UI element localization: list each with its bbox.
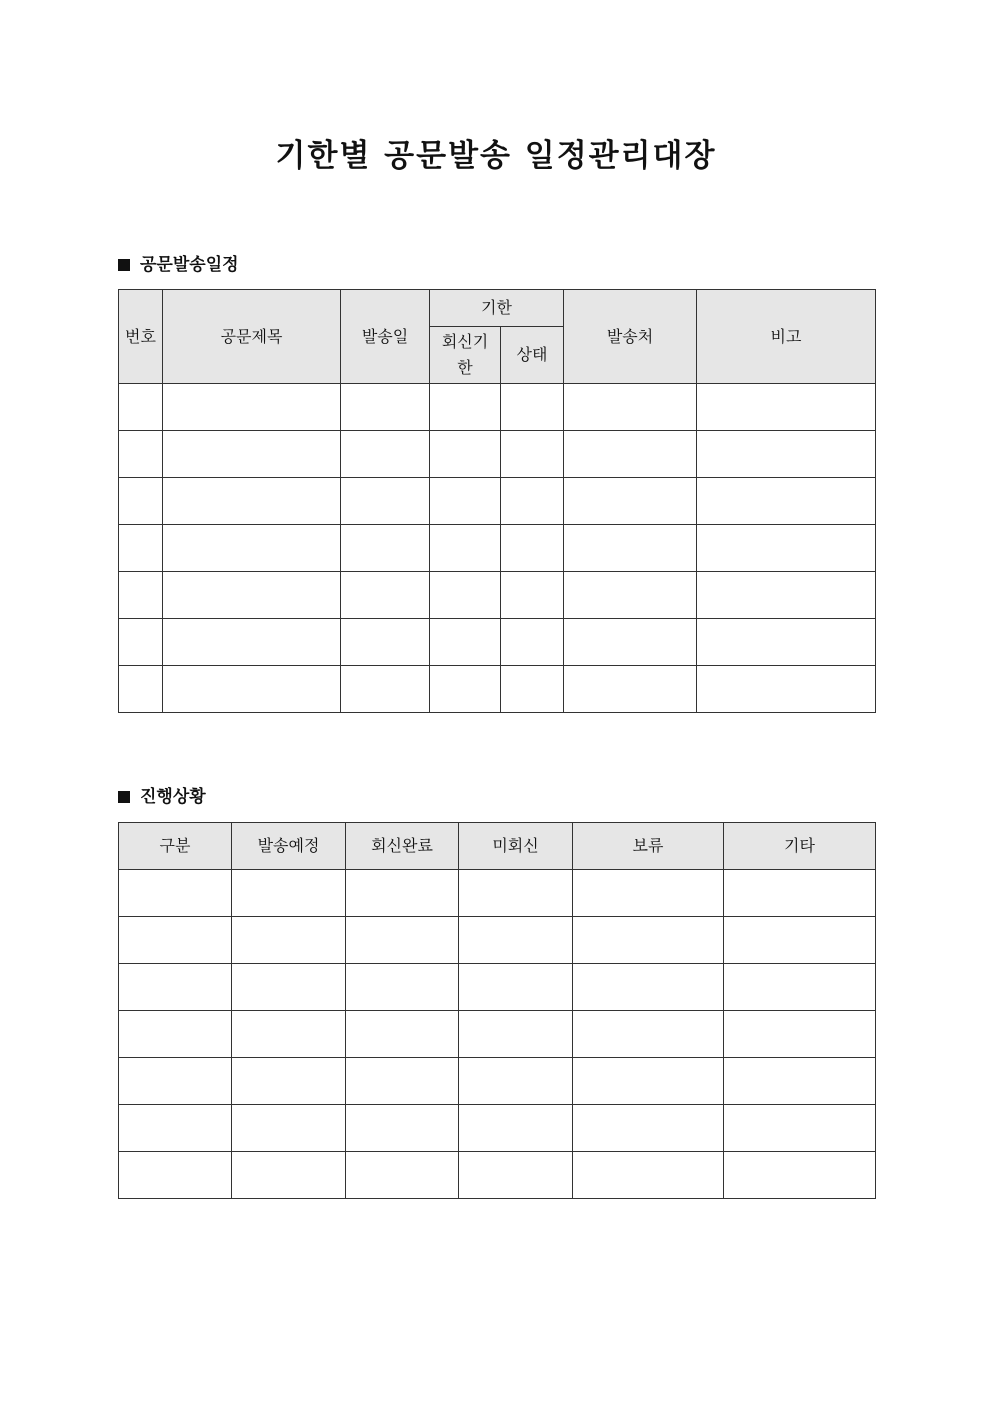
table-cell[interactable] [697,525,876,572]
table-row [119,666,876,713]
table-cell[interactable] [232,870,346,917]
table-cell[interactable] [724,1011,876,1058]
table-row [119,1152,876,1199]
table-cell[interactable] [232,1058,346,1105]
table-cell[interactable] [573,1011,724,1058]
schedule-table-body [119,384,876,713]
table-row [119,1011,876,1058]
table-cell[interactable] [459,1058,573,1105]
square-bullet-icon [118,259,130,271]
table-cell[interactable] [430,619,501,666]
schedule-table [118,289,876,713]
table-row [119,572,876,619]
table-cell[interactable] [119,1152,232,1199]
table-cell[interactable] [341,525,430,572]
table-row [119,870,876,917]
table-cell[interactable] [430,384,501,431]
table-cell[interactable] [119,619,163,666]
table-cell[interactable] [163,478,341,525]
table-cell[interactable] [697,478,876,525]
table-row [119,1058,876,1105]
table-cell[interactable] [501,572,564,619]
table-cell[interactable] [724,870,876,917]
table-cell[interactable] [573,870,724,917]
progress-section-title: 진행상황 [140,787,206,807]
table-cell[interactable] [459,1105,573,1152]
table-cell[interactable] [346,1011,459,1058]
table-row [119,1105,876,1152]
table-cell[interactable] [724,964,876,1011]
progress-header-cell: 회신완료 [346,823,459,870]
table-cell[interactable] [119,1058,232,1105]
table-cell[interactable] [564,431,697,478]
table-cell[interactable] [119,1011,232,1058]
table-cell[interactable] [341,572,430,619]
table-row [119,619,876,666]
table-cell[interactable] [724,1152,876,1199]
progress-header-row [119,823,876,870]
table-cell[interactable] [341,478,430,525]
table-cell[interactable] [459,870,573,917]
table-cell[interactable] [163,666,341,713]
progress-header-cell: 발송예정 [232,823,346,870]
table-cell[interactable] [119,964,232,1011]
table-cell[interactable] [346,1105,459,1152]
table-cell[interactable] [564,572,697,619]
table-cell[interactable] [724,1105,876,1152]
table-cell[interactable] [430,525,501,572]
progress-table [118,822,876,1199]
table-cell[interactable] [564,384,697,431]
header-status: 상태 [501,327,564,384]
table-cell[interactable] [119,525,163,572]
table-cell[interactable] [501,525,564,572]
table-cell[interactable] [346,917,459,964]
table-cell[interactable] [232,1011,346,1058]
table-cell[interactable] [501,666,564,713]
header-recipient: 발송처 [564,290,697,384]
table-cell[interactable] [163,525,341,572]
table-cell[interactable] [501,619,564,666]
table-cell[interactable] [119,572,163,619]
document-title: 기한별 공문발송 일정관리대장 [275,138,717,174]
schedule-section-title: 공문발송일정 [140,255,239,275]
progress-table-body [119,870,876,1199]
table-row [119,431,876,478]
table-cell[interactable] [573,1058,724,1105]
table-cell[interactable] [697,384,876,431]
table-row [119,917,876,964]
header-remarks: 비고 [697,290,876,384]
table-cell[interactable] [232,1105,346,1152]
table-cell[interactable] [459,1152,573,1199]
table-cell[interactable] [459,964,573,1011]
table-cell[interactable] [697,666,876,713]
table-cell[interactable] [346,870,459,917]
table-cell[interactable] [341,431,430,478]
progress-header-cell: 미회신 [459,823,573,870]
table-cell[interactable] [501,384,564,431]
progress-header-cell: 기타 [724,823,876,870]
header-subject: 공문제목 [163,290,341,384]
table-cell[interactable] [564,525,697,572]
table-row [119,964,876,1011]
header-send-date: 발송일 [341,290,430,384]
table-cell[interactable] [232,1152,346,1199]
table-cell[interactable] [430,572,501,619]
table-cell[interactable] [573,1105,724,1152]
table-row [119,478,876,525]
table-cell[interactable] [341,619,430,666]
table-cell[interactable] [119,666,163,713]
table-cell[interactable] [430,666,501,713]
header-no: 번호 [119,290,163,384]
table-cell[interactable] [232,964,346,1011]
table-cell[interactable] [119,1105,232,1152]
table-cell[interactable] [697,431,876,478]
table-cell[interactable] [163,384,341,431]
table-cell[interactable] [232,917,346,964]
table-row [119,384,876,431]
table-row [119,525,876,572]
table-cell[interactable] [341,666,430,713]
table-cell[interactable] [163,431,341,478]
table-cell[interactable] [724,1058,876,1105]
table-cell[interactable] [697,619,876,666]
table-cell[interactable] [163,572,341,619]
progress-header-cell: 보류 [573,823,724,870]
table-cell[interactable] [501,431,564,478]
table-cell[interactable] [430,431,501,478]
table-cell[interactable] [119,870,232,917]
table-cell[interactable] [459,1011,573,1058]
table-cell[interactable] [119,917,232,964]
table-cell[interactable] [697,572,876,619]
table-cell[interactable] [346,1058,459,1105]
table-cell[interactable] [119,478,163,525]
table-cell[interactable] [573,917,724,964]
table-cell[interactable] [573,964,724,1011]
schedule-section-heading [118,253,239,277]
table-cell[interactable] [163,619,341,666]
table-cell[interactable] [430,478,501,525]
table-cell[interactable] [346,1152,459,1199]
table-cell[interactable] [119,384,163,431]
table-cell[interactable] [573,1152,724,1199]
table-cell[interactable] [564,666,697,713]
table-cell[interactable] [459,917,573,964]
table-cell[interactable] [564,619,697,666]
header-deadline-group: 기한 [430,290,564,327]
table-cell[interactable] [346,964,459,1011]
table-cell[interactable] [501,478,564,525]
table-cell[interactable] [564,478,697,525]
progress-section-heading [118,785,206,809]
header-reply-deadline: 회신기한 [430,327,501,384]
table-cell[interactable] [119,431,163,478]
square-bullet-icon [118,791,130,803]
table-cell[interactable] [341,384,430,431]
table-cell[interactable] [724,917,876,964]
progress-header-cell: 구분 [119,823,232,870]
